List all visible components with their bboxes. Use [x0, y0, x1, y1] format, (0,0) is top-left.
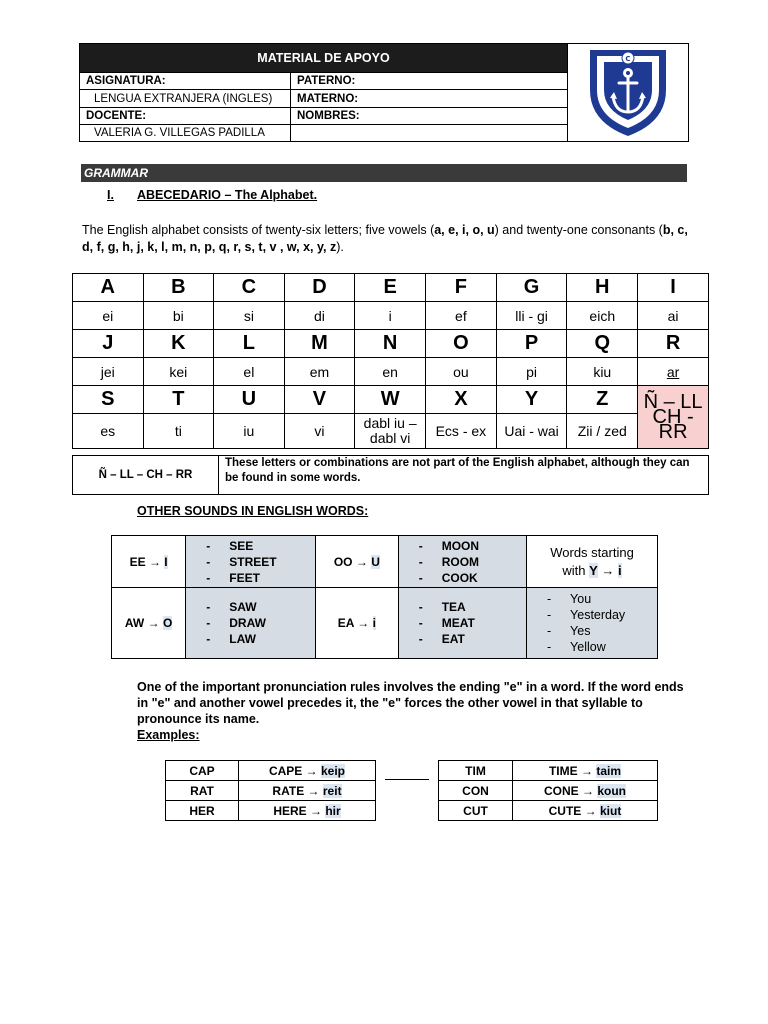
nombres-label: NOMBRES:	[291, 107, 568, 124]
letter: T	[143, 386, 214, 414]
pronunciation: pi	[496, 358, 567, 386]
letter: N	[355, 330, 426, 358]
letter: L	[214, 330, 285, 358]
intro-text-3: ).	[336, 240, 344, 254]
letter: O	[426, 330, 497, 358]
letter: J	[73, 330, 144, 358]
oo-word-list	[398, 536, 526, 588]
intro-consonants: b, c, d, f, g, h, j, k, l, m, n, p, q, r, s, t, v , w, x, y, z	[82, 223, 688, 254]
header-table	[79, 43, 689, 142]
sound-ea: EA → i	[316, 588, 399, 659]
pronunciation: i	[355, 302, 426, 330]
letter: K	[143, 330, 214, 358]
sound-aw: AW → O	[112, 588, 186, 659]
note-label: Ñ – LL – CH – RR	[73, 456, 219, 495]
letter: X	[426, 386, 497, 414]
list-item: - FEET	[206, 570, 314, 586]
section-number: I.	[107, 188, 114, 202]
alphabet-pron-row-1	[73, 302, 709, 330]
pronunciation: em	[284, 358, 355, 386]
document-title: MATERIAL DE APOYO	[80, 44, 568, 73]
list-item: - MOON	[419, 538, 525, 554]
letter: R	[638, 330, 709, 358]
list-item: - ROOM	[419, 554, 525, 570]
alphabet-letters-row-2	[73, 330, 709, 358]
letter: I	[638, 274, 709, 302]
section-title: ABECEDARIO – The Alphabet.	[137, 188, 318, 202]
examples-right-table	[438, 760, 658, 821]
pronunciation: si	[214, 302, 285, 330]
list-item: - STREET	[206, 554, 314, 570]
pronunciation: vi	[284, 414, 355, 449]
alphabet-pron-row-3	[73, 414, 709, 449]
alphabet-letters-row-1	[73, 274, 709, 302]
pronunciation: ar	[638, 358, 709, 386]
list-item: - You	[547, 591, 656, 607]
list-item: - COOK	[419, 570, 525, 586]
sound-ee: EE → I	[112, 536, 186, 588]
letter: Z	[567, 386, 638, 414]
list-item: - Yes	[547, 623, 656, 639]
pronunciation: ai	[638, 302, 709, 330]
pronunciation: di	[284, 302, 355, 330]
letter: M	[284, 330, 355, 358]
separator-line	[385, 779, 429, 780]
table-row: RAT RATE → reit	[166, 781, 376, 801]
sound-y: Words starting with Y → i	[527, 536, 658, 588]
letter: V	[284, 386, 355, 414]
alphabet-table	[72, 273, 709, 449]
school-logo-cell	[568, 44, 689, 142]
pronunciation: ou	[426, 358, 497, 386]
list-item: - SEE	[206, 538, 314, 554]
section-heading	[107, 188, 317, 202]
pronunciation: es	[73, 414, 144, 449]
pronunciation: Uai - wai	[496, 414, 567, 449]
letter: F	[426, 274, 497, 302]
note-text: These letters or combinations are not part of the English alphabet, although they can be found in some words.	[219, 456, 709, 495]
letter: H	[567, 274, 638, 302]
asignatura-label: ASIGNATURA:	[80, 73, 291, 90]
letter: U	[214, 386, 285, 414]
table-row: CON CONE → koun	[439, 781, 658, 801]
pronunciation: kei	[143, 358, 214, 386]
list-item: - EAT	[419, 631, 525, 647]
pronunciation: iu	[214, 414, 285, 449]
intro-text-1: The English alphabet consists of twenty-six letters; five vowels (	[82, 223, 435, 237]
letter: W	[355, 386, 426, 414]
letter: S	[73, 386, 144, 414]
pronunciation: ei	[73, 302, 144, 330]
nombres-value-empty	[291, 124, 568, 141]
list-item: - TEA	[419, 599, 525, 615]
grammar-heading-bar: GRAMMAR	[81, 164, 687, 182]
ee-word-list	[186, 536, 316, 588]
list-item: - DRAW	[206, 615, 314, 631]
materno-label: MATERNO:	[291, 90, 568, 107]
examples-label: Examples:	[137, 728, 200, 742]
paterno-label: PATERNO:	[291, 73, 568, 90]
pronunciation: jei	[73, 358, 144, 386]
letter: G	[496, 274, 567, 302]
ea-word-list	[398, 588, 526, 659]
alphabet-letters-row-3	[73, 386, 709, 414]
pronunciation: ef	[426, 302, 497, 330]
pronunciation-rule	[137, 679, 697, 743]
non-english-letters-cell: Ñ – LL CH - RR	[638, 386, 709, 449]
intro-paragraph	[82, 222, 692, 256]
asignatura-value: LENGUA EXTRANJERA (INGLES)	[80, 90, 291, 107]
letter: A	[73, 274, 144, 302]
list-item: - Yesterday	[547, 607, 656, 623]
pronunciation: eich	[567, 302, 638, 330]
intro-vowels: a, e, i, o, u	[434, 223, 495, 237]
list-item: - SAW	[206, 599, 314, 615]
table-row: TIM TIME → taim	[439, 761, 658, 781]
table-row: CUT CUTE → kiut	[439, 801, 658, 821]
letter: D	[284, 274, 355, 302]
pronunciation: Ecs - ex	[426, 414, 497, 449]
rule-text: One of the important pronunciation rules involves the ending "e" in a word. If the word ends in "e" and another vowel precedes it, the "e" forces the other vowel in that syllable to pronounce its name.	[137, 680, 684, 726]
pronunciation: el	[214, 358, 285, 386]
pronunciation: bi	[143, 302, 214, 330]
pronunciation: kiu	[567, 358, 638, 386]
alphabet-pron-row-2	[73, 358, 709, 386]
list-item: - MEAT	[419, 615, 525, 631]
letter: C	[214, 274, 285, 302]
letter: Y	[496, 386, 567, 414]
docente-value: VALERIA G. VILLEGAS PADILLA	[80, 124, 291, 141]
table-row: HER HERE → hir	[166, 801, 376, 821]
logo-initials: C	[625, 55, 631, 63]
pronunciation: lli - gi	[496, 302, 567, 330]
pronunciation: ti	[143, 414, 214, 449]
pronunciation: Zii / zed	[567, 414, 638, 449]
sounds-table	[111, 535, 658, 659]
school-crest-logo	[586, 44, 670, 138]
pronunciation: en	[355, 358, 426, 386]
letter: Q	[567, 330, 638, 358]
note-table	[72, 455, 709, 495]
pronunciation: dabl iu – dabl vi	[355, 414, 426, 449]
letter: B	[143, 274, 214, 302]
examples-left-table	[165, 760, 376, 821]
letter: E	[355, 274, 426, 302]
list-item: - LAW	[206, 631, 314, 647]
intro-text-2: ) and twenty-one consonants (	[494, 223, 663, 237]
list-item: - Yellow	[547, 639, 656, 655]
table-row: CAP CAPE → keip	[166, 761, 376, 781]
docente-label: DOCENTE:	[80, 107, 291, 124]
letter: P	[496, 330, 567, 358]
sound-oo: OO → U	[316, 536, 399, 588]
aw-word-list	[186, 588, 316, 659]
other-sounds-heading: OTHER SOUNDS IN ENGLISH WORDS:	[137, 504, 369, 518]
y-word-list	[527, 588, 658, 659]
